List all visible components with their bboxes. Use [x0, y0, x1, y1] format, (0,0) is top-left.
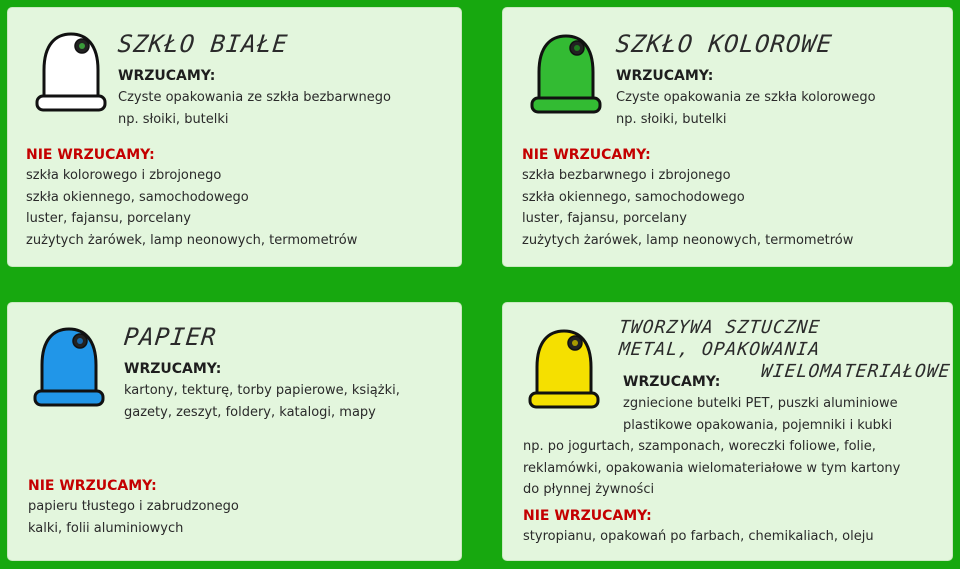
- green-bin-icon: [529, 32, 603, 118]
- white-bin-icon: [34, 30, 108, 116]
- card-title-line-2: METAL, OPAKOWANIA: [617, 339, 822, 360]
- out-items: szkła bezbarwnego i zbrojonego szkła okiennego, samochodowego luster, fajansu, porcelany zużytych żarówek, lamp neonowych, termometrów: [522, 168, 854, 248]
- in-label: WRZUCAMY:: [623, 374, 721, 390]
- out-label: NIE WRZUCAMY:: [26, 147, 155, 163]
- out-label: NIE WRZUCAMY:: [523, 508, 652, 524]
- card-title: SZKŁO KOLOROWE: [614, 30, 834, 58]
- out-items: styropianu, opakowań po farbach, chemikaliach, oleju: [523, 529, 874, 544]
- card-title: SZKŁO BIAŁE: [116, 30, 290, 58]
- bin-body: [44, 34, 98, 98]
- card-white-glass: [7, 7, 462, 267]
- in-items: zgniecione butelki PET, puszki aluminiowe plastikowe opakowania, pojemniki i kubki: [623, 396, 898, 433]
- card-plastics-metal: [502, 302, 953, 561]
- out-items: szkła kolorowego i zbrojonego szkła okiennego, samochodowego luster, fajansu, porcelany zużytych żarówek, lamp neonowych, termometrów: [26, 168, 358, 248]
- blue-bin-icon: [32, 325, 106, 411]
- in-items: kartony, tekturę, torby papierowe, książki, gazety, zeszyt, foldery, katalogi, mapy: [124, 383, 400, 420]
- card-paper: [7, 302, 462, 561]
- card-colored-glass: [502, 7, 953, 267]
- card-title: PAPIER: [122, 323, 219, 351]
- in-label: WRZUCAMY:: [616, 68, 714, 84]
- card-title-line-3: WIELOMATERIAŁOWE: [759, 361, 952, 382]
- out-label: NIE WRZUCAMY:: [28, 478, 157, 494]
- out-items: papieru tłustego i zabrudzonego kalki, folii aluminiowych: [28, 499, 239, 536]
- in-items-wide: np. po jogurtach, szamponach, woreczki foliowe, folie, reklamówki, opakowania wielomateriałowe w tym kartony do płynnej żywności: [523, 439, 901, 497]
- card-title-line-1: TWORZYWA SZTUCZNE: [617, 317, 822, 338]
- in-label: WRZUCAMY:: [124, 361, 222, 377]
- out-label: NIE WRZUCAMY:: [522, 147, 651, 163]
- in-items: Czyste opakowania ze szkła kolorowego np. słoiki, butelki: [616, 90, 876, 127]
- yellow-bin-icon: [527, 327, 601, 413]
- in-items: Czyste opakowania ze szkła bezbarwnego np. słoiki, butelki: [118, 90, 391, 127]
- in-label: WRZUCAMY:: [118, 68, 216, 84]
